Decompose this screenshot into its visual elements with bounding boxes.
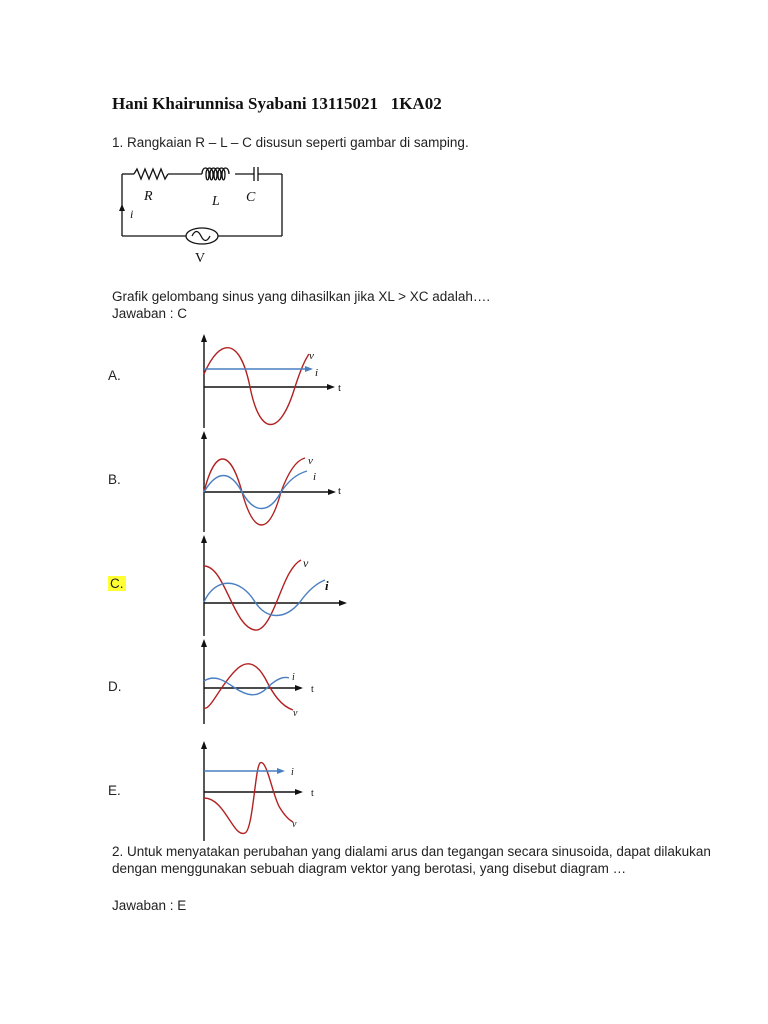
- y-axis-arrow-icon: [201, 334, 207, 342]
- t-axis-arrow-icon: [295, 685, 303, 691]
- option-e-graph: [195, 738, 355, 843]
- label-t: t: [311, 788, 314, 799]
- y-axis-arrow-icon: [201, 431, 207, 439]
- current-wave: [204, 580, 325, 616]
- label-t: t: [311, 684, 314, 695]
- inductor-symbol: [202, 168, 229, 180]
- label-v: V: [195, 251, 206, 266]
- option-e-label: E.: [108, 783, 121, 798]
- ac-source-symbol: [186, 228, 218, 244]
- y-axis-arrow-icon: [201, 639, 207, 647]
- label-v: v: [293, 708, 298, 719]
- option-c-highlight: C.: [110, 576, 124, 591]
- option-d-graph: [195, 636, 355, 726]
- t-axis-arrow-icon: [295, 789, 303, 795]
- option-a-label: A.: [108, 368, 121, 383]
- option-c-label: [108, 576, 126, 591]
- label-v: v: [309, 350, 314, 362]
- question-1-answer: Jawaban : C: [112, 306, 188, 321]
- question-2-answer: Jawaban : E: [112, 898, 187, 913]
- label-t: t: [338, 485, 342, 497]
- voltage-wave: [204, 560, 301, 630]
- current-wave: [204, 677, 289, 694]
- option-a-graph: [195, 332, 355, 432]
- label-i: i: [325, 578, 329, 593]
- t-axis-arrow-icon: [327, 384, 335, 390]
- voltage-wave: [204, 664, 293, 710]
- label-i: i: [291, 767, 294, 778]
- option-c-graph: [195, 532, 355, 642]
- current-arrow-icon: [277, 768, 285, 774]
- option-d-label: D.: [108, 679, 122, 694]
- option-b-graph: [195, 428, 355, 538]
- label-i: i: [315, 367, 319, 379]
- rlc-circuit-diagram: [112, 160, 302, 270]
- label-v: v: [303, 556, 309, 570]
- label-l: L: [212, 194, 220, 209]
- label-r: R: [144, 189, 153, 204]
- label-i: i: [313, 471, 317, 483]
- y-axis-arrow-icon: [201, 535, 207, 543]
- label-i: i: [130, 207, 134, 221]
- label-i: i: [292, 672, 295, 683]
- document-title: Hani Khairunnisa Syabani 13115021 1KA02: [112, 94, 442, 113]
- option-b-label: B.: [108, 472, 121, 487]
- label-t: t: [338, 382, 342, 394]
- question-2-text: 2. Untuk menyatakan perubahan yang dialami arus dan tegangan secara sinusoida, dapat dilakukan dengan menggunakan sebuah diagram vektor yang berotasi, yang disebut diagram …: [112, 844, 711, 876]
- label-c: C: [246, 190, 256, 205]
- label-v: v: [292, 819, 297, 830]
- t-axis-arrow-icon: [339, 600, 347, 606]
- question-1-prompt: Grafik gelombang sinus yang dihasilkan jika XL > XC adalah….: [112, 289, 491, 304]
- label-v: v: [308, 455, 313, 467]
- voltage-wave: [204, 763, 293, 834]
- t-axis-arrow-icon: [328, 489, 336, 495]
- voltage-wave: [204, 348, 309, 425]
- current-arrow-icon: [305, 366, 313, 372]
- y-axis-arrow-icon: [201, 741, 207, 749]
- current-wave: [204, 471, 307, 509]
- resistor-symbol: [134, 169, 168, 179]
- question-1-text: 1. Rangkaian R – L – C disusun seperti gambar di samping.: [112, 135, 469, 150]
- current-arrow-icon: [119, 204, 125, 211]
